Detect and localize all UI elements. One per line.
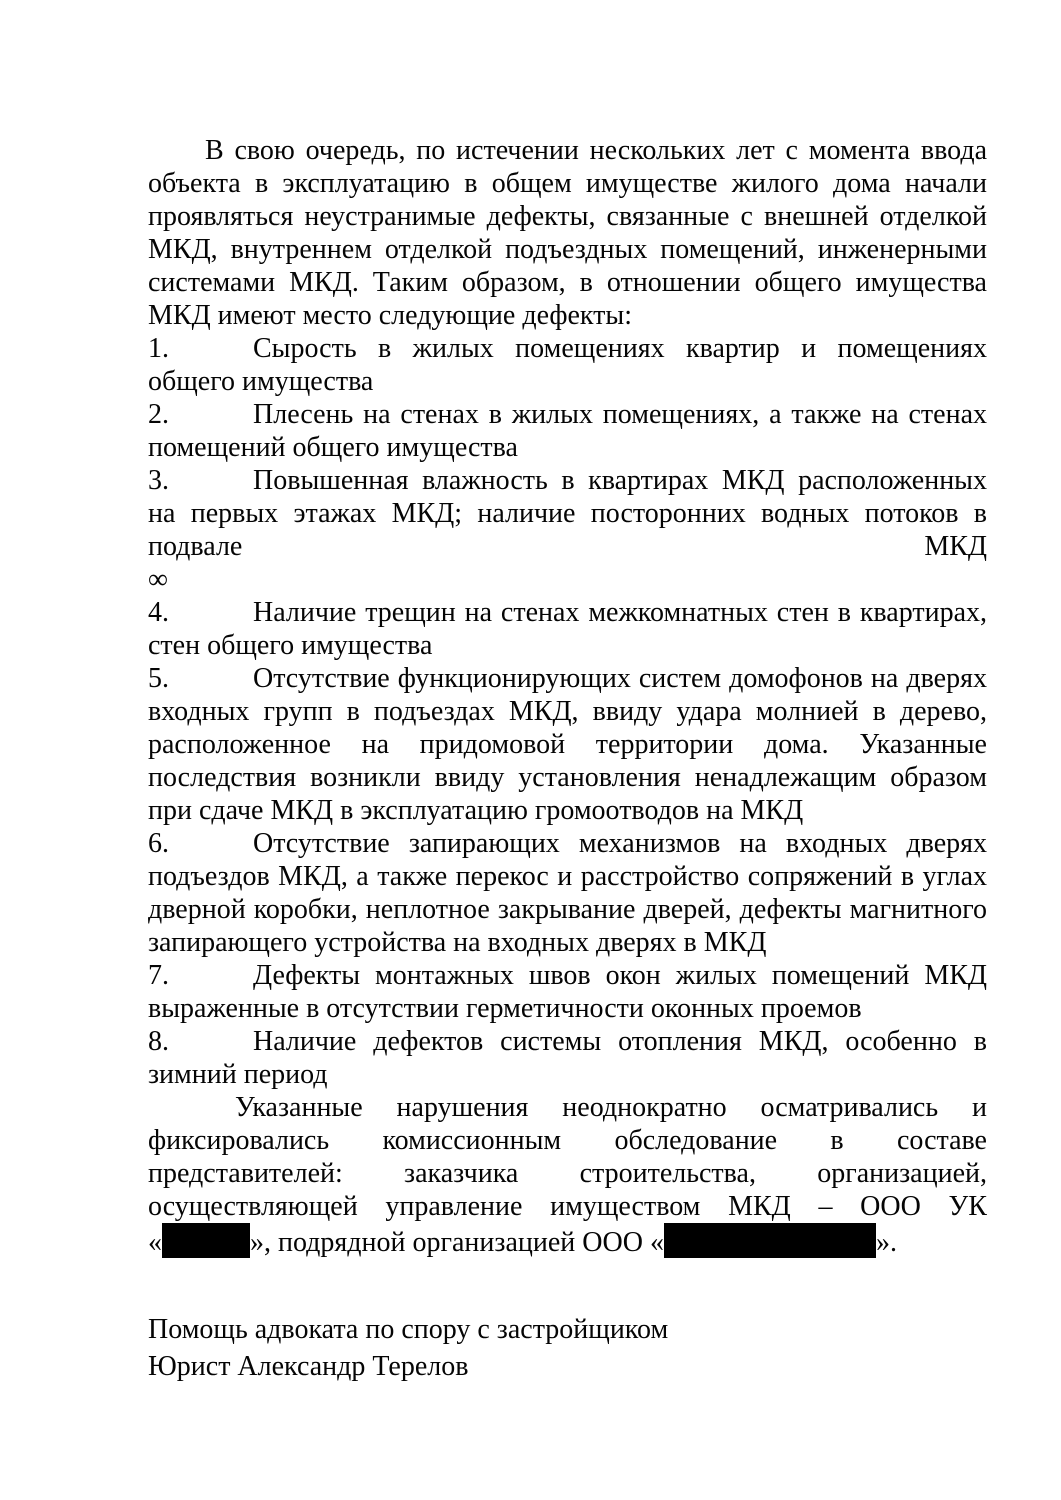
item-5-text: Отсутствие функционирующих систем домофонов на дверях входных групп в подъездах МКД, ввиду удара молнией в дерево, расположенное на придомовой территории дома. Указанные последствия возникли ввиду установления ненадлежащим образом при сдаче МКД в эксплуатацию громоотводов на МКД <box>148 663 987 826</box>
defect-item-5 <box>148 662 987 827</box>
item-1-text: Сырость в жилых помещениях квартир и помещениях общего имущества <box>148 333 987 397</box>
redacted-fragment-2 <box>650 1227 897 1258</box>
footer-line-1: Помощь адвоката по спору с застройщиком <box>148 1314 669 1345</box>
item-5-number: 5. <box>148 663 169 694</box>
closing-text-2: подрядной организацией ООО <box>278 1227 643 1258</box>
item-8-text: Наличие дефектов системы отопления МКД, особенно в зимний период <box>148 1026 987 1090</box>
defect-item-3 <box>148 464 987 563</box>
defect-item-8 <box>148 1025 987 1091</box>
quote-close-1: », <box>250 1227 271 1258</box>
item-4-text: Наличие трещин на стенах межкомнатных стен в квартирах, стен общего имущества <box>148 597 987 661</box>
stray-infinity-line <box>148 563 987 596</box>
quote-close-2: ». <box>875 1227 897 1258</box>
document-footer <box>148 1311 987 1385</box>
infinity-symbol: ∞ <box>148 564 168 595</box>
item-7-number: 7. <box>148 960 169 991</box>
redacted-company-name-2 <box>664 1223 876 1258</box>
quote-open-1: « <box>148 1227 162 1258</box>
item-7-text: Дефекты монтажных швов окон жилых помещений МКД выраженные в отсутствии герметичности оконных проемов <box>148 960 987 1024</box>
item-1-number: 1. <box>148 333 169 364</box>
redacted-company-name-1 <box>162 1223 250 1258</box>
defect-item-1 <box>148 332 987 398</box>
defect-item-7 <box>148 959 987 1025</box>
closing-text-1: Указанные нарушения неоднократно осматривались и фиксировались комиссионным обследование в составе представителей: заказчика строительства, организацией, осуществляющей управление имуществом МКД – ООО УК <box>148 1092 987 1222</box>
defect-item-2 <box>148 398 987 464</box>
redacted-fragment-1 <box>148 1227 271 1258</box>
item-6-number: 6. <box>148 828 169 859</box>
item-2-number: 2. <box>148 399 169 430</box>
item-4-number: 4. <box>148 597 169 628</box>
defect-item-4 <box>148 596 987 662</box>
item-8-number: 8. <box>148 1026 169 1057</box>
intro-paragraph: В свою очередь, по истечении нескольких лет с момента ввода объекта в эксплуатацию в общем имуществе жилого дома начали проявляться неустранимые дефекты, связанные с внешней отделкой МКД, внутреннем отделкой подъездных помещений, инженерными системами МКД. Таким образом, в отношении общего имущества МКД имеют место следующие дефекты: <box>148 135 987 331</box>
footer-line-2: Юрист Александр Терелов <box>148 1351 469 1382</box>
item-3-text: Повышенная влажность в квартирах МКД расположенных на первых этажах МКД; наличие посторонних водных потоков в подвале МКД <box>148 465 987 562</box>
item-3-number: 3. <box>148 465 169 496</box>
item-6-text: Отсутствие запирающих механизмов на входных дверях подъездов МКД, а также перекос и расстройство сопряжений в углах дверной коробки, неплотное закрывание дверей, дефекты магнитного запирающего устройства на входных дверях в МКД <box>148 828 987 958</box>
quote-open-2: « <box>649 1227 664 1258</box>
defect-item-6 <box>148 827 987 959</box>
item-2-text: Плесень на стенах в жилых помещениях, а также на стенах помещений общего имущества <box>148 399 987 463</box>
closing-paragraph <box>148 1091 987 1259</box>
